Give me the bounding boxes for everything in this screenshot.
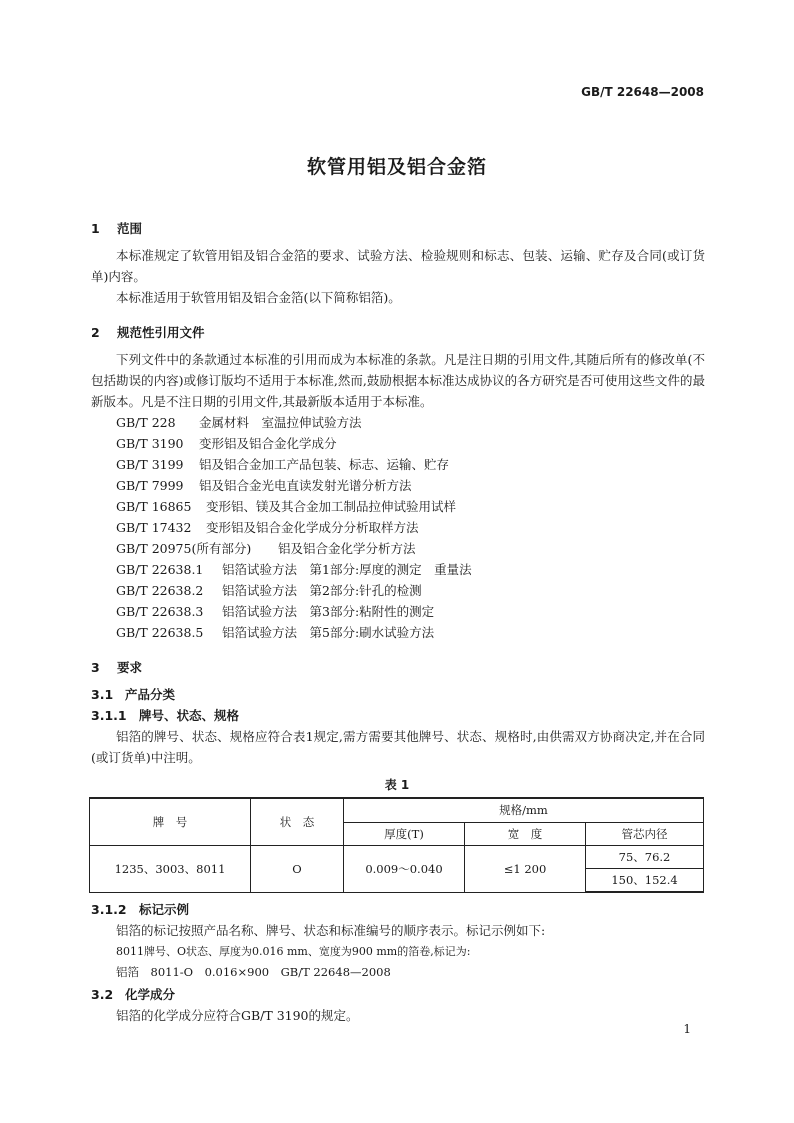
section-3 bbox=[91, 657, 705, 768]
section-2 bbox=[91, 322, 705, 643]
header-thickness: 厚度(T) bbox=[344, 822, 465, 846]
reference-code: GB/T 3199 bbox=[116, 457, 184, 472]
section-number: 3.1 bbox=[91, 687, 114, 702]
section-3-2-paragraph: 铝箔的化学成分应符合GB/T 3190的规定。 bbox=[116, 1008, 359, 1023]
spec-table bbox=[89, 797, 704, 893]
reference-item bbox=[91, 559, 705, 580]
header-spec: 规格/mm bbox=[344, 798, 704, 822]
reference-code: GB/T 16865 bbox=[116, 499, 192, 514]
section-3-1-1-paragraph: 铝箔的牌号、状态、规格应符合表1规定,需方需要其他牌号、状态、规格时,由供需双方协商决定,并在合同(或订货单)中注明。 bbox=[91, 729, 705, 765]
section-2-heading bbox=[91, 322, 705, 343]
section-3-1-2-paragraph: 铝箔的标记按照产品名称、牌号、状态和标准编号的顺序表示。标记示例如下: bbox=[116, 923, 546, 938]
reference-item bbox=[91, 538, 705, 559]
reference-item bbox=[91, 517, 705, 538]
reference-title: 铝及铝合金化学分析方法 bbox=[278, 541, 416, 556]
section-3-2-heading bbox=[91, 984, 705, 1005]
reference-title: 铝箔试验方法 第2部分:针孔的检测 bbox=[222, 583, 422, 598]
reference-item bbox=[91, 433, 705, 454]
section-title: 标记示例 bbox=[139, 902, 190, 917]
section-title: 要求 bbox=[117, 660, 143, 675]
section-3-heading bbox=[91, 657, 705, 678]
header-core-diameter: 管芯内径 bbox=[586, 822, 704, 846]
section-title: 产品分类 bbox=[125, 687, 176, 702]
section-number: 3 bbox=[91, 660, 100, 675]
standard-number: GB/T 22648—2008 bbox=[581, 85, 704, 99]
reference-code: GB/T 7999 bbox=[116, 478, 184, 493]
section-3-1-2 bbox=[91, 899, 705, 1026]
reference-item bbox=[91, 475, 705, 496]
reference-title: 变形铝、镁及其合金加工制品拉伸试验用试样 bbox=[206, 499, 457, 514]
cell-thickness: 0.009～0.040 bbox=[344, 846, 465, 893]
cell-temper: O bbox=[251, 846, 344, 893]
reference-code: GB/T 22638.3 bbox=[116, 604, 204, 619]
reference-item bbox=[91, 601, 705, 622]
section-title: 规范性引用文件 bbox=[117, 325, 205, 340]
document-title: 软管用铝及铝合金箔 bbox=[306, 156, 487, 178]
marking-example: 铝箔 8011-O 0.016×900 GB/T 22648—2008 bbox=[116, 965, 391, 979]
reference-item bbox=[91, 412, 705, 433]
section-number: 2 bbox=[91, 325, 100, 340]
header-width: 宽 度 bbox=[465, 822, 586, 846]
reference-item bbox=[91, 622, 705, 643]
reference-code: GB/T 22638.1 bbox=[116, 562, 204, 577]
reference-code: GB/T 22638.2 bbox=[116, 583, 204, 598]
reference-title: 铝箔试验方法 第1部分:厚度的测定 重量法 bbox=[222, 562, 472, 577]
section-1 bbox=[91, 218, 705, 308]
reference-item bbox=[91, 580, 705, 601]
section-3-1-heading bbox=[91, 684, 705, 705]
header-temper: 状 态 bbox=[251, 798, 344, 846]
cell-core-diameter-2: 150、152.4 bbox=[586, 869, 704, 893]
section-1-heading bbox=[91, 218, 705, 239]
reference-item bbox=[91, 454, 705, 475]
page-number: 1 bbox=[683, 1022, 691, 1036]
reference-title: 铝箔试验方法 第5部分:刷水试验方法 bbox=[222, 625, 435, 640]
section-number: 3.1.1 bbox=[91, 708, 127, 723]
marking-example-description: 8011牌号、O状态、厚度为0.016 mm、宽度为900 mm的箔卷,标记为: bbox=[116, 945, 471, 958]
table-caption: 表 1 bbox=[384, 778, 410, 792]
reference-item bbox=[91, 496, 705, 517]
header-grade: 牌 号 bbox=[90, 798, 251, 846]
reference-title: 铝箔试验方法 第3部分:粘附性的测定 bbox=[222, 604, 435, 619]
section-2-paragraph: 下列文件中的条款通过本标准的引用而成为本标准的条款。凡是注日期的引用文件,其随后所有的修改单(不包括勘误的内容)或修订版均不适用于本标准,然而,鼓励根据本标准达成协议的各方研究是否可使用这些文件的最新版本。凡是不注日期的引用文件,其最新版本适用于本标准。 bbox=[91, 352, 705, 409]
section-title: 牌号、状态、规格 bbox=[139, 708, 240, 723]
reference-code: GB/T 22638.5 bbox=[116, 625, 204, 640]
section-1-paragraph-2: 本标准适用于软管用铝及铝合金箔(以下简称铝箔)。 bbox=[116, 290, 401, 305]
reference-title: 变形铝及铝合金化学成分分析取样方法 bbox=[206, 520, 419, 535]
section-1-paragraph-1: 本标准规定了软管用铝及铝合金箔的要求、试验方法、检验规则和标志、包装、运输、贮存及合同(或订货单)内容。 bbox=[91, 248, 705, 284]
section-number: 1 bbox=[91, 221, 100, 236]
reference-title: 铝及铝合金加工产品包装、标志、运输、贮存 bbox=[199, 457, 450, 472]
cell-width: ≤1 200 bbox=[465, 846, 586, 893]
section-title: 范围 bbox=[117, 221, 143, 236]
reference-code: GB/T 17432 bbox=[116, 520, 192, 535]
section-3-1-1-heading bbox=[91, 705, 705, 726]
reference-title: 变形铝及铝合金化学成分 bbox=[199, 436, 337, 451]
section-number: 3.2 bbox=[91, 987, 114, 1002]
reference-title: 金属材料 室温拉伸试验方法 bbox=[199, 415, 362, 430]
cell-core-diameter-1: 75、76.2 bbox=[586, 846, 704, 869]
reference-title: 铝及铝合金光电直读发射光谱分析方法 bbox=[199, 478, 412, 493]
section-3-1-2-heading bbox=[91, 899, 705, 920]
reference-code: GB/T 3190 bbox=[116, 436, 184, 451]
section-title: 化学成分 bbox=[125, 987, 176, 1002]
reference-code: GB/T 228 bbox=[116, 415, 176, 430]
section-number: 3.1.2 bbox=[91, 902, 127, 917]
cell-grade: 1235、3003、8011 bbox=[90, 846, 251, 893]
reference-code: GB/T 20975(所有部分) bbox=[116, 541, 252, 556]
